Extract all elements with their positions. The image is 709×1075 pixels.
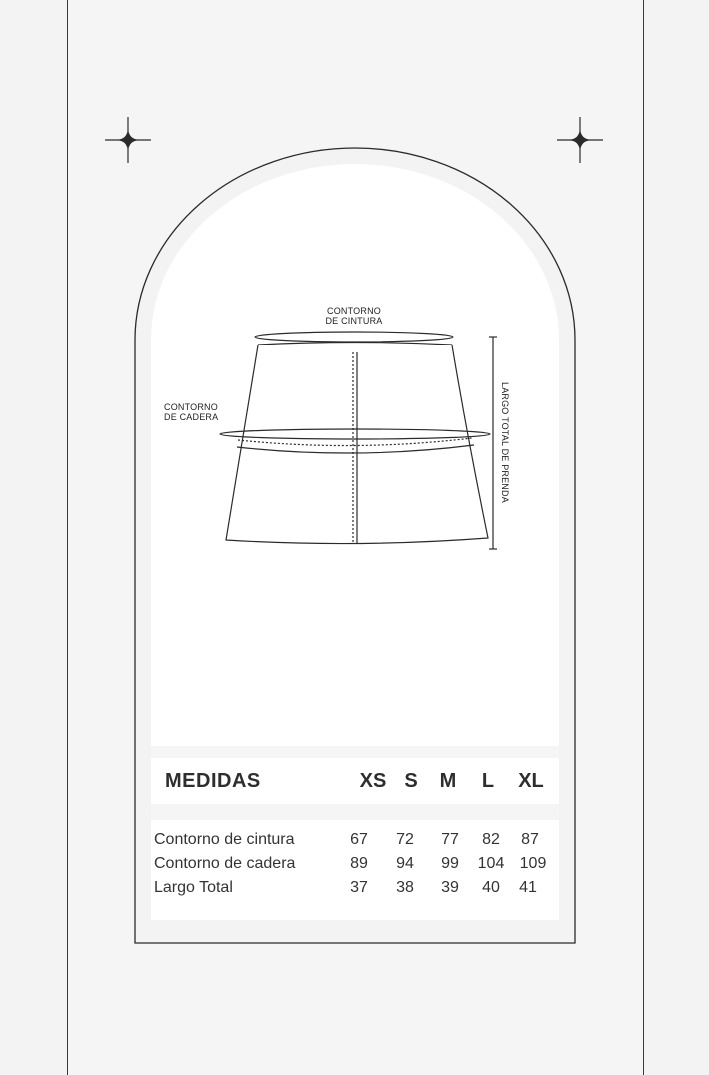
- row-label: Largo Total: [154, 879, 233, 896]
- table-title: MEDIDAS: [165, 770, 261, 792]
- waist-label: [312, 306, 396, 326]
- table-cell: 94: [396, 855, 414, 872]
- table-cell: 37: [350, 879, 368, 896]
- table-cell: 87: [521, 831, 539, 848]
- table-cell: 89: [350, 855, 368, 872]
- size-header-s: S: [404, 770, 418, 792]
- hip-label-line1: CONTORNO: [164, 402, 218, 412]
- table-cell: 99: [441, 855, 459, 872]
- table-cell: 40: [482, 879, 500, 896]
- table-cell: 72: [396, 831, 414, 848]
- waist-label-line1: CONTORNO: [327, 306, 381, 316]
- size-header-xl: XL: [518, 770, 544, 792]
- table-cell: 104: [477, 855, 505, 872]
- table-cell: 67: [350, 831, 368, 848]
- length-label: LARGO TOTAL DE PRENDA: [500, 382, 510, 503]
- sparkle-right-icon: [557, 117, 603, 163]
- row-label: Contorno de cintura: [154, 831, 295, 848]
- waist-label-line2: DE CINTURA: [325, 316, 383, 326]
- size-header-m: M: [439, 770, 457, 792]
- size-header-xs: XS: [359, 770, 387, 792]
- skirt-drawing: [220, 332, 497, 549]
- table-row: [151, 855, 559, 879]
- table-row: [151, 879, 559, 903]
- hip-label-line2: DE CADERA: [164, 412, 219, 422]
- size-header-l: L: [481, 770, 495, 792]
- sparkle-left-icon: [105, 117, 151, 163]
- table-cell: 109: [519, 855, 547, 872]
- table-cell: 77: [441, 831, 459, 848]
- size-table-header: [151, 758, 559, 804]
- hip-label: [164, 402, 218, 422]
- table-cell: 41: [519, 879, 537, 896]
- table-row: [151, 831, 559, 855]
- table-cell: 39: [441, 879, 459, 896]
- size-table: [151, 820, 559, 920]
- table-cell: 82: [482, 831, 500, 848]
- row-label: Contorno de cadera: [154, 855, 296, 872]
- table-cell: 38: [396, 879, 414, 896]
